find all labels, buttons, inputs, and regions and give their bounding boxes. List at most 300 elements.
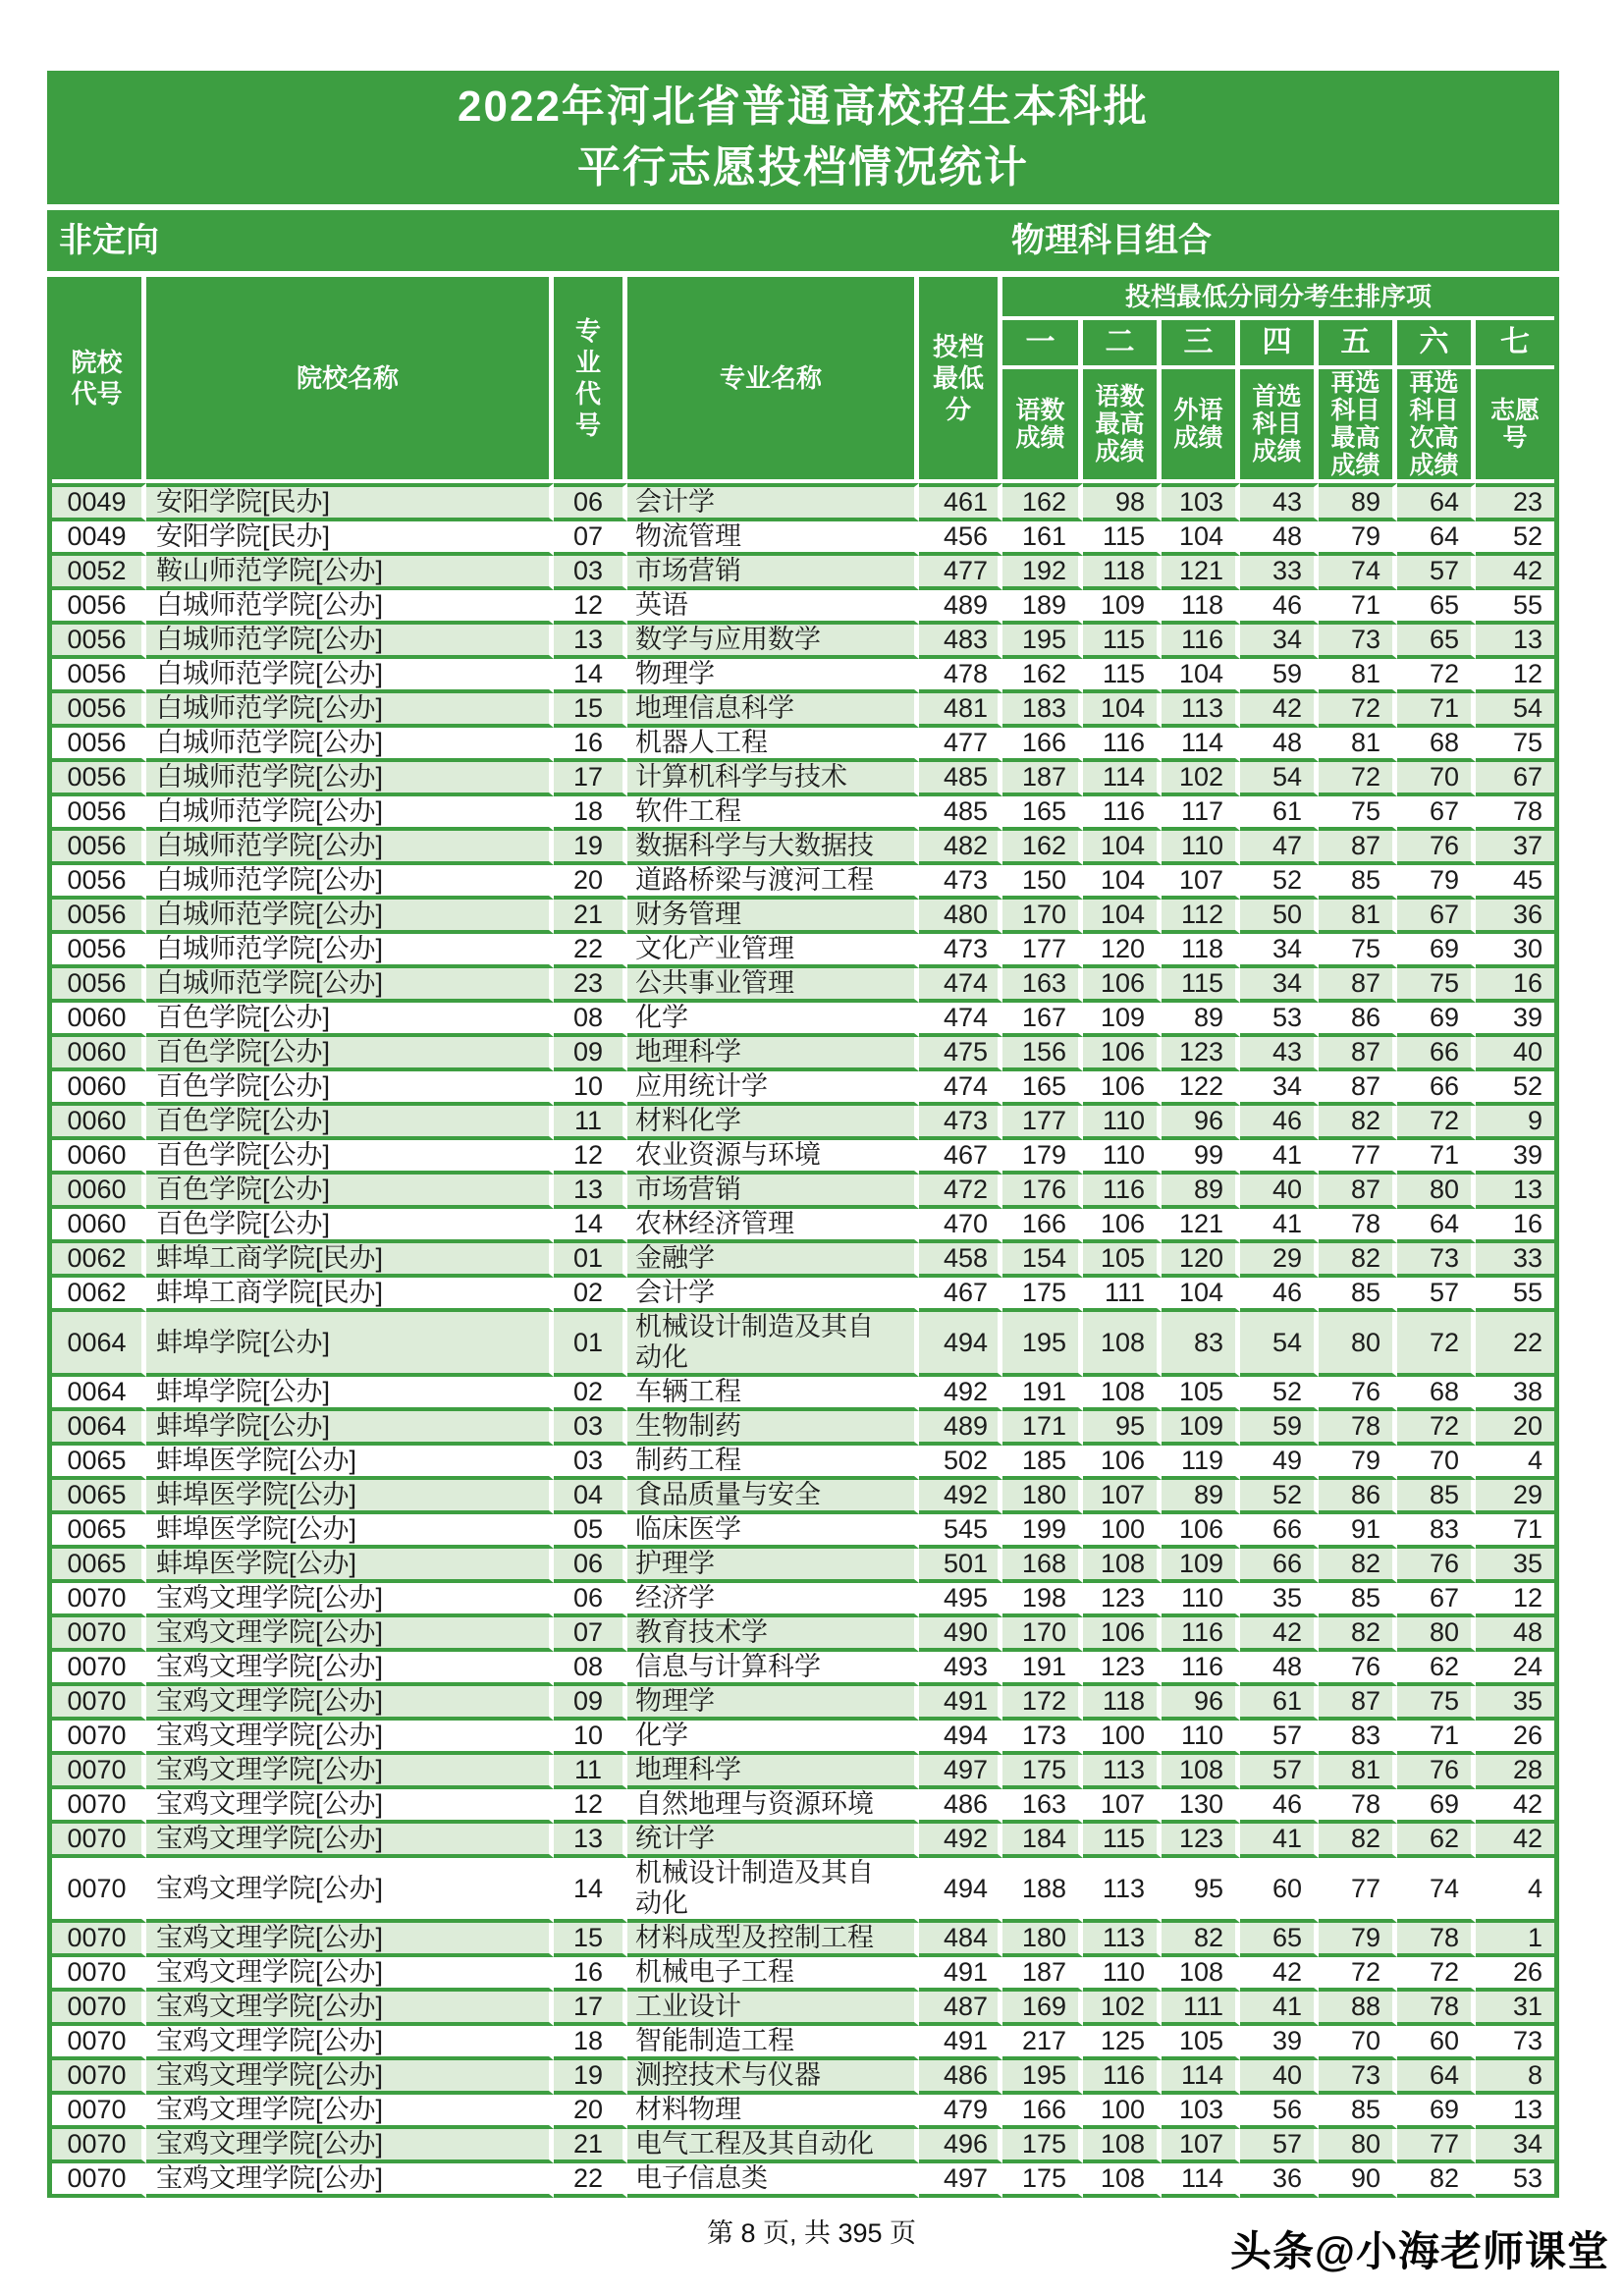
tiebreak-2-cell: 113 [1083,1755,1162,1789]
tiebreak-7-cell: 53 [1476,2163,1554,2198]
school-name-cell: 白城师范学院[公办] [146,693,554,728]
table-row [52,1721,1554,1755]
tiebreak-5-cell: 81 [1319,900,1397,934]
tiebreak-7-cell: 54 [1476,693,1554,728]
table-row [52,1377,1554,1411]
tiebreak-1-cell: 177 [1002,1106,1083,1140]
tiebreak-7-cell: 45 [1476,865,1554,900]
table-row [52,1583,1554,1617]
major-code-cell: 14 [554,1858,627,1923]
tiebreak-6-cell: 79 [1397,865,1476,900]
tiebreak-4-cell: 52 [1240,1480,1319,1514]
min-score-cell: 486 [919,2060,1002,2095]
tiebreak-5-cell: 85 [1319,1278,1397,1312]
table-row [52,2095,1554,2129]
tiebreak-1-cell: 173 [1002,1721,1083,1755]
tiebreak-7-cell: 12 [1476,1583,1554,1617]
school-name-cell: 蚌埠医学院[公办] [146,1514,554,1549]
tiebreak-1-cell: 165 [1002,1071,1083,1106]
tiebreak-1-cell: 192 [1002,556,1083,590]
tiebreak-5-cell: 87 [1319,1071,1397,1106]
col-header-rank-1: 一 [1002,320,1083,369]
tiebreak-7-cell: 38 [1476,1377,1554,1411]
tiebreak-1-cell: 166 [1002,1209,1083,1243]
tiebreak-6-cell: 76 [1397,1549,1476,1583]
major-code-cell: 22 [554,934,627,968]
major-code-cell: 14 [554,659,627,693]
table-row [52,1446,1554,1480]
major-name-cell: 教育技术学 [627,1617,919,1652]
school-name-cell: 白城师范学院[公办] [146,796,554,831]
table-row [52,1411,1554,1446]
school-name-cell: 白城师范学院[公办] [146,900,554,934]
tiebreak-1-cell: 166 [1002,2095,1083,2129]
tiebreak-2-cell: 108 [1083,1312,1162,1377]
min-score-cell: 491 [919,2026,1002,2060]
major-name-cell: 公共事业管理 [627,968,919,1003]
major-name-cell: 车辆工程 [627,1377,919,1411]
tiebreak-3-cell: 121 [1162,556,1240,590]
tiebreak-2-cell: 108 [1083,2129,1162,2163]
table-row [52,1789,1554,1824]
school-code-cell: 0062 [52,1278,146,1312]
min-score-cell: 492 [919,1377,1002,1411]
major-code-cell: 09 [554,1037,627,1071]
tiebreak-2-cell: 116 [1083,728,1162,762]
tiebreak-2-cell: 108 [1083,2163,1162,2198]
tiebreak-6-cell: 64 [1397,521,1476,556]
school-code-cell: 0070 [52,1824,146,1858]
min-score-cell: 491 [919,1957,1002,1992]
table-row [52,483,1554,521]
tiebreak-6-cell: 77 [1397,2129,1476,2163]
tiebreak-1-cell: 185 [1002,1446,1083,1480]
tiebreak-1-cell: 191 [1002,1652,1083,1686]
major-name-cell: 物流管理 [627,521,919,556]
major-name-cell: 道路桥梁与渡河工程 [627,865,919,900]
min-score-cell: 474 [919,1003,1002,1037]
tiebreak-1-cell: 156 [1002,1037,1083,1071]
school-code-cell: 0056 [52,796,146,831]
tiebreak-3-cell: 105 [1162,1377,1240,1411]
school-name-cell: 宝鸡文理学院[公办] [146,1957,554,1992]
major-name-cell: 护理学 [627,1549,919,1583]
tiebreak-1-cell: 171 [1002,1411,1083,1446]
min-score-cell: 477 [919,728,1002,762]
table-row [52,1652,1554,1686]
table-row [52,521,1554,556]
table-row [52,1480,1554,1514]
school-name-cell: 白城师范学院[公办] [146,625,554,659]
school-code-cell: 0056 [52,865,146,900]
school-name-cell: 安阳学院[民办] [146,521,554,556]
tiebreak-3-cell: 130 [1162,1789,1240,1824]
min-score-cell: 497 [919,1755,1002,1789]
school-name-cell: 蚌埠工商学院[民办] [146,1243,554,1278]
school-name-cell: 白城师范学院[公办] [146,590,554,625]
tiebreak-7-cell: 36 [1476,900,1554,934]
tiebreak-2-cell: 115 [1083,625,1162,659]
min-score-cell: 491 [919,1686,1002,1721]
tiebreak-1-cell: 187 [1002,762,1083,796]
tiebreak-5-cell: 87 [1319,1175,1397,1209]
major-name-cell: 农业资源与环境 [627,1140,919,1175]
school-code-cell: 0056 [52,831,146,865]
tiebreak-5-cell: 73 [1319,2060,1397,2095]
tiebreak-7-cell: 1 [1476,1923,1554,1957]
tiebreak-7-cell: 4 [1476,1858,1554,1923]
tiebreak-3-cell: 107 [1162,2129,1240,2163]
school-name-cell: 白城师范学院[公办] [146,659,554,693]
major-name-cell: 物理学 [627,1686,919,1721]
tiebreak-3-cell: 116 [1162,625,1240,659]
min-score-cell: 477 [919,556,1002,590]
tiebreak-5-cell: 87 [1319,831,1397,865]
tiebreak-5-cell: 85 [1319,2095,1397,2129]
tiebreak-6-cell: 62 [1397,1652,1476,1686]
tiebreak-2-cell: 115 [1083,521,1162,556]
major-code-cell: 20 [554,865,627,900]
min-score-cell: 472 [919,1175,1002,1209]
table-row [52,1209,1554,1243]
major-name-cell: 市场营销 [627,1175,919,1209]
min-score-cell: 473 [919,865,1002,900]
major-code-cell: 02 [554,1377,627,1411]
tiebreak-2-cell: 109 [1083,1003,1162,1037]
tiebreak-7-cell: 42 [1476,1824,1554,1858]
major-name-cell: 经济学 [627,1583,919,1617]
school-code-cell: 0070 [52,1858,146,1923]
tiebreak-5-cell: 79 [1319,521,1397,556]
tiebreak-6-cell: 71 [1397,1140,1476,1175]
tiebreak-5-cell: 87 [1319,1037,1397,1071]
tiebreak-6-cell: 83 [1397,1514,1476,1549]
tiebreak-4-cell: 54 [1240,1312,1319,1377]
major-name-cell: 物理学 [627,659,919,693]
min-score-cell: 487 [919,1992,1002,2026]
report-table-wrap [47,277,1559,2198]
school-code-cell: 0056 [52,693,146,728]
tiebreak-6-cell: 76 [1397,831,1476,865]
report-title-line2: 平行志愿投档情况统计 [577,143,1029,191]
tiebreak-1-cell: 150 [1002,865,1083,900]
tiebreak-6-cell: 69 [1397,1003,1476,1037]
major-name-cell: 地理科学 [627,1755,919,1789]
major-name-cell: 文化产业管理 [627,934,919,968]
major-code-cell: 10 [554,1071,627,1106]
tiebreak-2-cell: 114 [1083,762,1162,796]
tiebreak-5-cell: 80 [1319,1312,1397,1377]
tiebreak-3-cell: 114 [1162,2060,1240,2095]
tiebreak-7-cell: 31 [1476,1992,1554,2026]
tiebreak-4-cell: 43 [1240,1037,1319,1071]
school-code-cell: 0065 [52,1549,146,1583]
tiebreak-6-cell: 67 [1397,796,1476,831]
tiebreak-1-cell: 180 [1002,1480,1083,1514]
tiebreak-1-cell: 163 [1002,968,1083,1003]
major-name-cell: 统计学 [627,1824,919,1858]
school-code-cell: 0070 [52,2163,146,2198]
major-code-cell: 12 [554,590,627,625]
min-score-cell: 467 [919,1278,1002,1312]
tiebreak-5-cell: 81 [1319,728,1397,762]
tiebreak-7-cell: 67 [1476,762,1554,796]
school-name-cell: 蚌埠医学院[公办] [146,1549,554,1583]
school-name-cell: 白城师范学院[公办] [146,934,554,968]
major-code-cell: 15 [554,693,627,728]
tiebreak-1-cell: 175 [1002,2129,1083,2163]
tiebreak-6-cell: 62 [1397,1824,1476,1858]
major-name-cell: 电子信息类 [627,2163,919,2198]
major-name-cell: 机械设计制造及其自动化 [627,1312,919,1377]
tiebreak-3-cell: 117 [1162,796,1240,831]
tiebreak-5-cell: 87 [1319,968,1397,1003]
tiebreak-3-cell: 103 [1162,2095,1240,2129]
min-score-cell: 489 [919,590,1002,625]
min-score-cell: 478 [919,659,1002,693]
tiebreak-2-cell: 104 [1083,831,1162,865]
school-code-cell: 0056 [52,934,146,968]
major-name-cell: 地理信息科学 [627,693,919,728]
tiebreak-7-cell: 35 [1476,1549,1554,1583]
min-score-cell: 456 [919,521,1002,556]
tiebreak-6-cell: 67 [1397,900,1476,934]
major-name-cell: 地理科学 [627,1037,919,1071]
tiebreak-7-cell: 55 [1476,590,1554,625]
tiebreak-4-cell: 59 [1240,659,1319,693]
tiebreak-2-cell: 100 [1083,2095,1162,2129]
col-header-chinese-math-max-score: 语数最高成绩 [1083,369,1162,483]
school-code-cell: 0052 [52,556,146,590]
tiebreak-3-cell: 110 [1162,1721,1240,1755]
table-row [52,1243,1554,1278]
tiebreak-5-cell: 91 [1319,1514,1397,1549]
tiebreak-1-cell: 167 [1002,1003,1083,1037]
tiebreak-6-cell: 80 [1397,1175,1476,1209]
table-row [52,796,1554,831]
table-header [52,277,1554,483]
tiebreak-3-cell: 104 [1162,659,1240,693]
school-code-cell: 0060 [52,1209,146,1243]
tiebreak-6-cell: 72 [1397,1312,1476,1377]
school-code-cell: 0060 [52,1003,146,1037]
major-name-cell: 机械设计制造及其自动化 [627,1858,919,1923]
school-code-cell: 0070 [52,1923,146,1957]
tiebreak-1-cell: 154 [1002,1243,1083,1278]
tiebreak-5-cell: 88 [1319,1992,1397,2026]
tiebreak-3-cell: 111 [1162,1992,1240,2026]
tiebreak-7-cell: 13 [1476,625,1554,659]
major-name-cell: 智能制造工程 [627,2026,919,2060]
tiebreak-6-cell: 69 [1397,934,1476,968]
school-name-cell: 白城师范学院[公办] [146,865,554,900]
min-score-cell: 494 [919,1312,1002,1377]
school-code-cell: 0070 [52,1789,146,1824]
tiebreak-1-cell: 179 [1002,1140,1083,1175]
tiebreak-4-cell: 42 [1240,693,1319,728]
tiebreak-2-cell: 106 [1083,1446,1162,1480]
school-name-cell: 百色学院[公办] [146,1175,554,1209]
report-table [52,277,1554,2198]
tiebreak-7-cell: 35 [1476,1686,1554,1721]
tiebreak-4-cell: 56 [1240,2095,1319,2129]
tiebreak-4-cell: 34 [1240,968,1319,1003]
major-name-cell: 化学 [627,1003,919,1037]
tiebreak-6-cell: 57 [1397,556,1476,590]
tiebreak-5-cell: 80 [1319,2129,1397,2163]
school-name-cell: 宝鸡文理学院[公办] [146,2060,554,2095]
major-name-cell: 自然地理与资源环境 [627,1789,919,1824]
col-header-school-code: 院校代号 [52,277,146,483]
tiebreak-3-cell: 108 [1162,1957,1240,1992]
major-code-cell: 08 [554,1003,627,1037]
min-score-cell: 495 [919,1583,1002,1617]
tiebreak-6-cell: 75 [1397,1686,1476,1721]
table-row [52,900,1554,934]
tiebreak-7-cell: 12 [1476,659,1554,693]
table-row [52,1858,1554,1923]
tiebreak-6-cell: 70 [1397,762,1476,796]
tiebreak-7-cell: 26 [1476,1957,1554,1992]
tiebreak-5-cell: 72 [1319,762,1397,796]
col-header-reselect-second-score: 再选科目次高成绩 [1397,369,1476,483]
tiebreak-1-cell: 162 [1002,831,1083,865]
min-score-cell: 485 [919,796,1002,831]
tiebreak-7-cell: 73 [1476,2026,1554,2060]
major-code-cell: 17 [554,762,627,796]
tiebreak-4-cell: 46 [1240,590,1319,625]
tiebreak-7-cell: 33 [1476,1243,1554,1278]
major-code-cell: 07 [554,1617,627,1652]
school-name-cell: 蚌埠工商学院[民办] [146,1278,554,1312]
school-name-cell: 百色学院[公办] [146,1037,554,1071]
tiebreak-3-cell: 96 [1162,1686,1240,1721]
col-header-major-name: 专业名称 [627,277,919,483]
school-name-cell: 宝鸡文理学院[公办] [146,1617,554,1652]
table-row [52,762,1554,796]
tiebreak-6-cell: 64 [1397,483,1476,521]
tiebreak-7-cell: 13 [1476,2095,1554,2129]
table-row [52,1106,1554,1140]
major-code-cell: 01 [554,1312,627,1377]
major-name-cell: 化学 [627,1721,919,1755]
tiebreak-4-cell: 48 [1240,1652,1319,1686]
tiebreak-7-cell: 75 [1476,728,1554,762]
tiebreak-2-cell: 106 [1083,1037,1162,1071]
major-code-cell: 03 [554,556,627,590]
col-header-tiebreak-group: 投档最低分同分考生排序项 [1002,277,1554,320]
major-code-cell: 21 [554,900,627,934]
tiebreak-4-cell: 40 [1240,2060,1319,2095]
major-name-cell: 会计学 [627,483,919,521]
major-code-cell: 18 [554,796,627,831]
table-row [52,1140,1554,1175]
tiebreak-4-cell: 46 [1240,1278,1319,1312]
major-code-cell: 15 [554,1923,627,1957]
tiebreak-5-cell: 85 [1319,865,1397,900]
min-score-cell: 493 [919,1652,1002,1686]
tiebreak-2-cell: 108 [1083,1377,1162,1411]
tiebreak-2-cell: 110 [1083,1106,1162,1140]
tiebreak-1-cell: 170 [1002,900,1083,934]
major-code-cell: 18 [554,2026,627,2060]
tiebreak-3-cell: 108 [1162,1755,1240,1789]
tiebreak-4-cell: 43 [1240,483,1319,521]
school-code-cell: 0056 [52,968,146,1003]
tiebreak-1-cell: 191 [1002,1377,1083,1411]
major-code-cell: 16 [554,728,627,762]
tiebreak-1-cell: 163 [1002,1789,1083,1824]
min-score-cell: 467 [919,1140,1002,1175]
tiebreak-6-cell: 78 [1397,1923,1476,1957]
major-name-cell: 数据科学与大数据技 [627,831,919,865]
tiebreak-3-cell: 114 [1162,2163,1240,2198]
school-code-cell: 0070 [52,1652,146,1686]
major-code-cell: 12 [554,1789,627,1824]
table-row [52,934,1554,968]
tiebreak-5-cell: 78 [1319,1789,1397,1824]
tiebreak-1-cell: 187 [1002,1957,1083,1992]
min-score-cell: 470 [919,1209,1002,1243]
school-code-cell: 0056 [52,900,146,934]
tiebreak-4-cell: 61 [1240,1686,1319,1721]
tiebreak-6-cell: 72 [1397,1106,1476,1140]
tiebreak-3-cell: 106 [1162,1514,1240,1549]
school-code-cell: 0070 [52,2026,146,2060]
tiebreak-1-cell: 177 [1002,934,1083,968]
school-name-cell: 宝鸡文理学院[公办] [146,1858,554,1923]
tiebreak-2-cell: 111 [1083,1278,1162,1312]
school-name-cell: 宝鸡文理学院[公办] [146,1755,554,1789]
major-code-cell: 20 [554,2095,627,2129]
tiebreak-6-cell: 73 [1397,1243,1476,1278]
tiebreak-7-cell: 55 [1476,1278,1554,1312]
school-code-cell: 0064 [52,1377,146,1411]
tiebreak-4-cell: 49 [1240,1446,1319,1480]
school-code-cell: 0070 [52,1721,146,1755]
tiebreak-5-cell: 89 [1319,483,1397,521]
major-code-cell: 02 [554,1278,627,1312]
table-row [52,2163,1554,2198]
tiebreak-5-cell: 76 [1319,1652,1397,1686]
tiebreak-3-cell: 112 [1162,900,1240,934]
section-bar [47,210,1559,271]
tiebreak-5-cell: 78 [1319,1411,1397,1446]
tiebreak-7-cell: 16 [1476,1209,1554,1243]
tiebreak-5-cell: 70 [1319,2026,1397,2060]
tiebreak-3-cell: 105 [1162,2026,1240,2060]
school-name-cell: 蚌埠医学院[公办] [146,1446,554,1480]
table-row [52,659,1554,693]
major-name-cell: 机器人工程 [627,728,919,762]
major-code-cell: 22 [554,2163,627,2198]
major-name-cell: 计算机科学与技术 [627,762,919,796]
tiebreak-6-cell: 78 [1397,1992,1476,2026]
table-row [52,1175,1554,1209]
school-code-cell: 0056 [52,728,146,762]
tiebreak-5-cell: 81 [1319,1755,1397,1789]
tiebreak-3-cell: 114 [1162,728,1240,762]
col-header-rank-7: 七 [1476,320,1554,369]
table-row [52,590,1554,625]
tiebreak-7-cell: 42 [1476,1789,1554,1824]
min-score-cell: 485 [919,762,1002,796]
tiebreak-6-cell: 69 [1397,1789,1476,1824]
tiebreak-5-cell: 83 [1319,1721,1397,1755]
tiebreak-1-cell: 184 [1002,1824,1083,1858]
tiebreak-2-cell: 116 [1083,2060,1162,2095]
table-row [52,1071,1554,1106]
